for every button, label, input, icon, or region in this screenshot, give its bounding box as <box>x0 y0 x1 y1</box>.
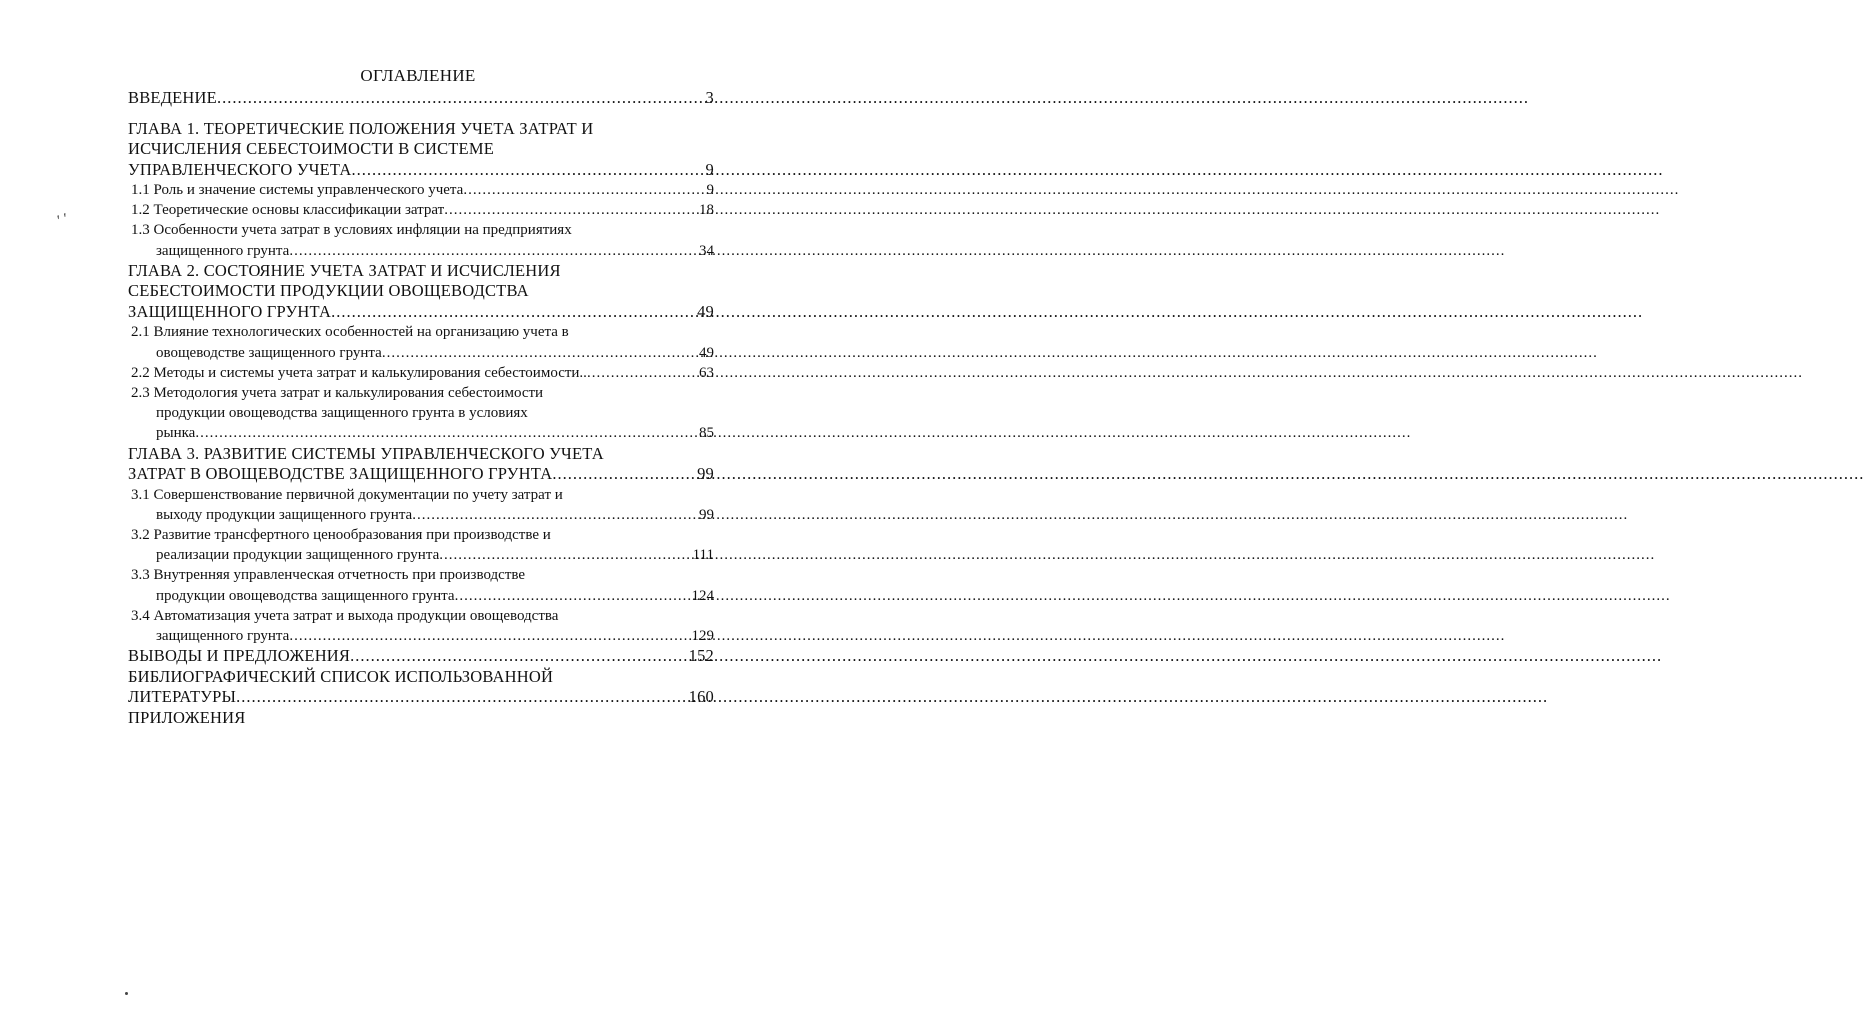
dot-leader <box>236 687 670 708</box>
toc-entry-line <box>128 687 714 708</box>
toc-entry-line <box>128 119 714 140</box>
toc-entry-line <box>128 160 714 181</box>
toc-entry-text: ВВЕДЕНИЕ <box>128 88 217 107</box>
toc-entry-text: 3.2 Развитие трансфертного ценообразования при производстве и <box>131 526 551 543</box>
toc-entry-text: СЕБЕСТОИМОСТИ ПРОДУКЦИИ ОВОЩЕВОДСТВА <box>128 281 529 301</box>
toc-entry-line <box>128 363 714 383</box>
page-number: 111 <box>692 547 714 564</box>
toc-entry-text: защищенного грунта <box>156 627 290 644</box>
page-number: 18 <box>699 202 714 219</box>
toc-entry-text: ПРИЛОЖЕНИЯ <box>128 707 246 727</box>
toc-entry-text: продукции овощеводства защищенного грунта в условиях <box>156 405 528 422</box>
page-number: 124 <box>691 587 714 604</box>
toc-entry-text: 3.3 Внутренняя управленческая отчетность при производстве <box>131 567 526 584</box>
page-number: 49 <box>699 344 714 361</box>
toc-entry-line <box>128 200 714 220</box>
dot-leader <box>289 626 670 646</box>
toc-section-entry[interactable] <box>128 200 714 220</box>
dot-leader <box>552 464 670 485</box>
toc-entry-line <box>128 139 714 160</box>
toc-entry-line <box>128 261 714 282</box>
toc-entry-line <box>128 88 714 109</box>
toc-entry-text: 1.3 Особенности учета затрат в условиях инфляции на предприятиях <box>131 222 572 239</box>
toc-entry-line <box>128 545 714 565</box>
toc-section-entry[interactable] <box>128 220 714 260</box>
toc-section-entry[interactable] <box>128 485 714 525</box>
dot-leader <box>217 88 670 109</box>
toc-entry-text: 3.1 Совершенствование первичной документации по учету затрат и <box>131 486 563 503</box>
toc-entry-text: защищенного грунта <box>156 242 290 259</box>
toc-entry-line <box>128 302 714 323</box>
dot-leader <box>587 363 670 383</box>
toc-entry-line <box>128 464 714 485</box>
toc-entry-text: 1.2 Теоретические основы классификации затрат <box>131 202 445 219</box>
toc-section-entry[interactable] <box>128 363 714 383</box>
dot-leader <box>350 646 670 667</box>
toc-entry-line <box>128 241 714 261</box>
toc-entry-text: ЗАТРАТ В ОВОЩЕВОДСТВЕ ЗАЩИЩЕННОГО ГРУНТА <box>128 464 553 484</box>
toc-chapter-entry[interactable] <box>128 646 714 667</box>
toc-entry-line <box>128 708 714 729</box>
toc-entry-line <box>128 626 714 646</box>
toc-section-entry[interactable] <box>128 525 714 565</box>
toc-entry-text: продукции овощеводства защищенного грунта <box>156 587 455 604</box>
page-number: 63 <box>699 364 714 381</box>
toc-entry-line <box>128 565 714 585</box>
toc-entry-line <box>128 423 714 443</box>
toc-entry-text: 1.1 Роль и значение системы управленческого учета <box>131 182 464 198</box>
toc-entry-text: ГЛАВА 3. РАЗВИТИЕ СИСТЕМЫ УПРАВЛЕНЧЕСКОГО УЧЕТА <box>128 443 604 463</box>
page-number: 152 <box>688 646 714 666</box>
dot-leader <box>439 545 670 565</box>
toc-chapter-entry[interactable] <box>128 667 714 708</box>
toc-entry-text: выходу продукции защищенного грунта <box>156 506 413 523</box>
toc-entry-line <box>128 485 714 505</box>
toc-entry-text: ИСЧИСЛЕНИЯ СЕБЕСТОИМОСТИ В СИСТЕМЕ <box>128 139 494 158</box>
toc-entry-text: 3.4 Автоматизация учета затрат и выхода продукции овощеводства <box>131 607 559 624</box>
toc-section-entry[interactable] <box>128 565 714 605</box>
toc-entry-text: БИБЛИОГРАФИЧЕСКИЙ СПИСОК ИСПОЛЬЗОВАННОЙ <box>128 666 554 686</box>
page-number: 9 <box>706 182 714 198</box>
toc-entry-text: рынка <box>156 425 196 442</box>
page-number: 99 <box>699 506 714 523</box>
toc-entry-text: УПРАВЛЕНЧЕСКОГО УЧЕТА <box>128 159 352 179</box>
toc-entry-text: реализации продукции защищенного грунта <box>156 547 440 564</box>
page-number: 49 <box>697 301 714 321</box>
toc-entry-line <box>128 505 714 525</box>
dot-leader <box>331 302 670 323</box>
page-number: 9 <box>705 159 714 179</box>
dot-leader <box>412 505 670 525</box>
page-number: 129 <box>691 627 714 644</box>
toc-entry-line <box>128 525 714 545</box>
toc-entry-line <box>128 383 714 403</box>
page-number: 160 <box>688 687 714 707</box>
dot-leader <box>455 586 670 606</box>
toc-spacer <box>128 109 714 119</box>
document-page <box>0 0 796 1028</box>
toc-chapter-entry[interactable] <box>128 261 714 323</box>
toc-entry-line <box>128 343 714 363</box>
toc-section-entry[interactable] <box>128 383 714 444</box>
dot-leader <box>289 241 670 261</box>
dot-leader <box>444 200 670 220</box>
toc-entry-line <box>128 646 714 667</box>
toc-entry-line <box>128 586 714 606</box>
margin-pen-mark: ′ ′ <box>55 210 71 230</box>
toc-section-entry[interactable] <box>128 180 714 200</box>
page-number: 3 <box>705 88 714 107</box>
toc-entry-line <box>128 180 714 200</box>
toc-entry-text: ГЛАВА 2. СОСТОЯНИЕ УЧЕТА ЗАТРАТ И ИСЧИСЛЕНИЯ <box>128 260 561 280</box>
toc-section-entry[interactable] <box>128 606 714 646</box>
page-number: 99 <box>697 464 714 484</box>
toc-entry-text: 2.1 Влияние технологических особенностей на организацию учета в <box>131 324 569 341</box>
toc-entry-line <box>128 220 714 240</box>
toc-entry-line <box>128 606 714 626</box>
page-number: 34 <box>699 242 714 259</box>
toc-entry-text: ГЛАВА 1. ТЕОРЕТИЧЕСКИЕ ПОЛОЖЕНИЯ УЧЕТА ЗАТРАТ И <box>128 118 594 138</box>
table-of-contents <box>128 88 714 728</box>
toc-entry-text: 2.2 Методы и системы учета затрат и калькулирования себестоимости.. <box>131 364 587 381</box>
dot-leader <box>195 423 670 443</box>
toc-chapter-entry[interactable] <box>128 119 714 181</box>
toc-entry-line <box>128 322 714 342</box>
speck-mark <box>125 992 128 995</box>
dot-leader <box>463 180 670 200</box>
toc-chapter-entry[interactable] <box>128 88 714 109</box>
dot-leader <box>352 160 671 181</box>
toc-entry-text: овощеводстве защищенного грунта <box>156 344 382 361</box>
toc-title: ОГЛАВЛЕНИЕ <box>360 66 476 85</box>
toc-chapter-entry[interactable] <box>128 708 714 729</box>
toc-entry-text: ЛИТЕРАТУРЫ <box>128 687 237 707</box>
toc-entry-line <box>128 281 714 302</box>
toc-entry-text: ВЫВОДЫ И ПРЕДЛОЖЕНИЯ <box>128 646 351 666</box>
page-number: 85 <box>699 425 714 442</box>
toc-section-entry[interactable] <box>128 322 714 362</box>
toc-entry-line <box>128 667 714 688</box>
toc-entry-text: 2.3 Методология учета затрат и калькулирования себестоимости <box>131 384 544 401</box>
toc-entry-line <box>128 444 714 465</box>
toc-chapter-entry[interactable] <box>128 444 714 485</box>
toc-entry-line <box>128 403 714 423</box>
dot-leader <box>382 343 670 363</box>
toc-entry-text: ЗАЩИЩЕННОГО ГРУНТА <box>128 301 332 321</box>
